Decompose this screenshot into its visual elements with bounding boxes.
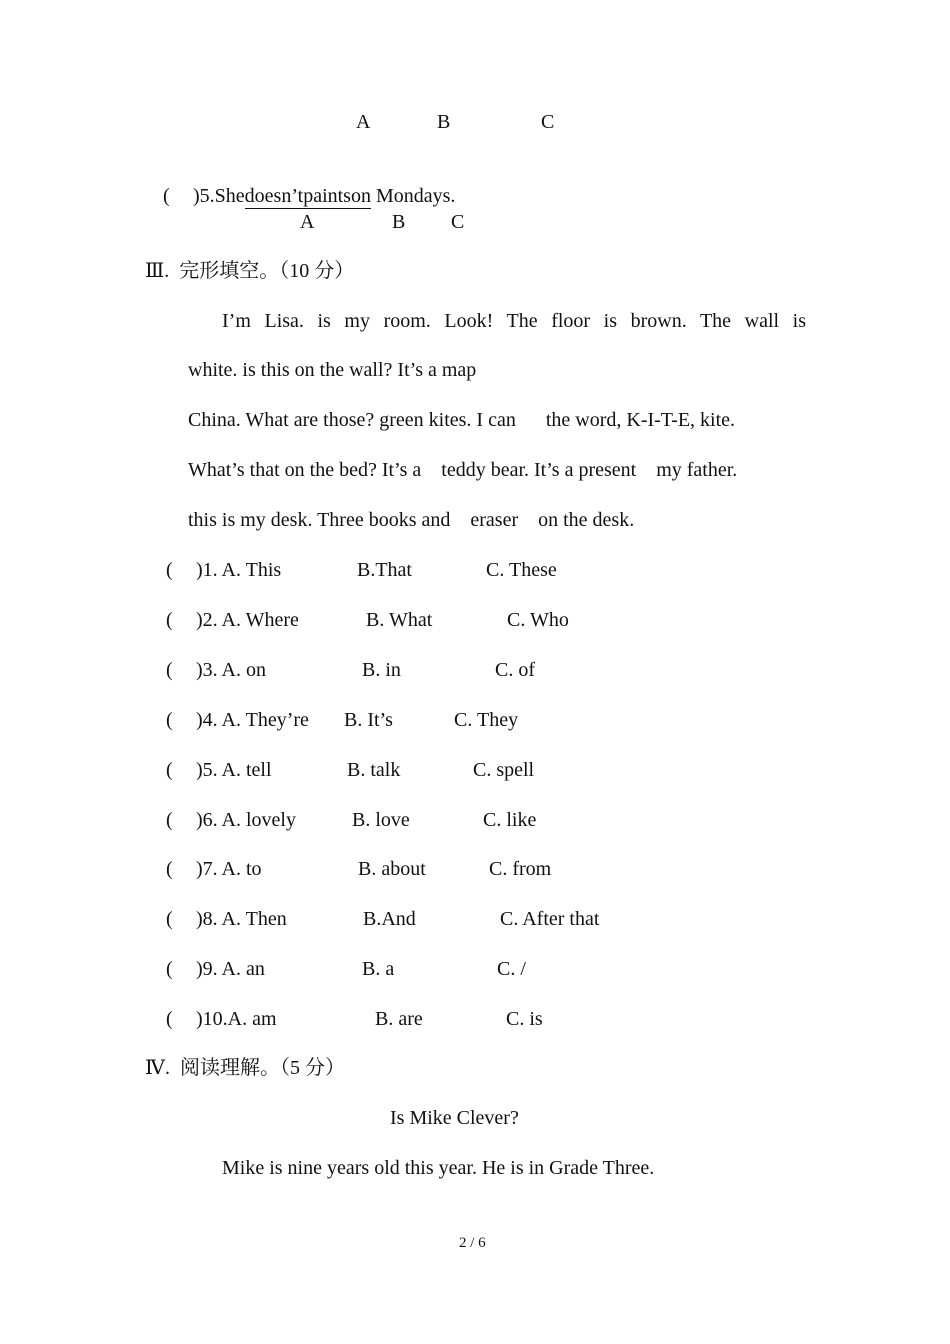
option-label-b: B xyxy=(392,211,406,233)
option-a: )6. A. lovely xyxy=(196,809,296,831)
option-a: )7. A. to xyxy=(196,858,262,880)
option-b: B. love xyxy=(352,809,410,831)
answer-paren[interactable]: ( xyxy=(166,858,173,880)
option-c: C. from xyxy=(489,858,552,880)
option-c: C. Who xyxy=(507,609,569,631)
option-label-c: C xyxy=(451,211,465,233)
option-b: B. in xyxy=(362,659,401,681)
reading-title: Is Mike Clever? xyxy=(390,1107,519,1129)
option-b: B. What xyxy=(366,609,433,631)
option-b: B. about xyxy=(358,858,426,880)
option-label-a: A xyxy=(356,111,371,133)
option-a: )9. A. an xyxy=(196,958,265,980)
section-3-heading: Ⅲ. 完形填空。（10 分） xyxy=(145,260,355,282)
answer-paren[interactable]: ( xyxy=(166,1008,173,1030)
answer-paren[interactable]: ( xyxy=(166,609,173,631)
option-label-a: A xyxy=(300,211,315,233)
option-c: C. like xyxy=(483,809,537,831)
page-number: 2 / 6 xyxy=(459,1235,486,1251)
option-b: B. are xyxy=(375,1008,423,1030)
option-label-b: B xyxy=(437,111,451,133)
answer-paren[interactable]: ( xyxy=(166,559,173,581)
option-c: C. After that xyxy=(500,908,600,930)
passage-line-3: China. What are those? green kites. I can the word, K-I-T-E, kite. xyxy=(188,409,736,431)
passage-line-4: What’s that on the bed? It’s a teddy bear. It’s a present my father. xyxy=(188,459,738,481)
answer-paren[interactable]: ( xyxy=(166,659,173,681)
answer-paren[interactable]: ( xyxy=(166,709,173,731)
option-b: B.That xyxy=(357,559,412,581)
option-a: )1. A. This xyxy=(196,559,282,581)
option-c: C. of xyxy=(495,659,535,681)
answer-paren[interactable]: ( xyxy=(166,809,173,831)
option-c: C. These xyxy=(486,559,557,581)
passage-line-5: this is my desk. Three books and eraser on the desk. xyxy=(188,509,635,531)
option-c: C. spell xyxy=(473,759,535,781)
passage-line-2: white. is this on the wall? It’s a map xyxy=(188,359,477,381)
option-c: C. is xyxy=(506,1008,543,1030)
option-c: C. They xyxy=(454,709,519,731)
option-a: )8. A. Then xyxy=(196,908,287,930)
reading-first-line: Mike is nine years old this year. He is in Grade Three. xyxy=(222,1157,655,1179)
option-a: )3. A. on xyxy=(196,659,266,681)
option-a: )2. A. Where xyxy=(196,609,299,631)
option-b: B. It’s xyxy=(344,709,393,731)
underlined-phrase: doesn’tpaintson xyxy=(244,185,371,207)
answer-paren[interactable]: ( xyxy=(166,958,173,980)
option-b: B. talk xyxy=(347,759,401,781)
question-tail: Mondays. xyxy=(370,185,456,207)
question-number: )5.She xyxy=(193,185,245,207)
question-5 xyxy=(153,160,455,208)
answer-paren[interactable]: ( xyxy=(166,759,173,781)
section-4-heading: Ⅳ. 阅读理解。（5 分） xyxy=(145,1057,345,1079)
option-b: B.And xyxy=(363,908,416,930)
option-a: )10.A. am xyxy=(196,1008,277,1030)
answer-paren[interactable]: ( xyxy=(166,908,173,930)
option-b: B. a xyxy=(362,958,395,980)
option-a: )5. A. tell xyxy=(196,759,272,781)
passage-line-1: I’m Lisa. is my room. Look! The floor is brown. The wall is xyxy=(222,310,806,332)
answer-paren[interactable]: ( xyxy=(163,185,170,207)
option-label-c: C xyxy=(541,111,555,133)
option-a: )4. A. They’re xyxy=(196,709,309,731)
option-c: C. / xyxy=(497,958,526,980)
